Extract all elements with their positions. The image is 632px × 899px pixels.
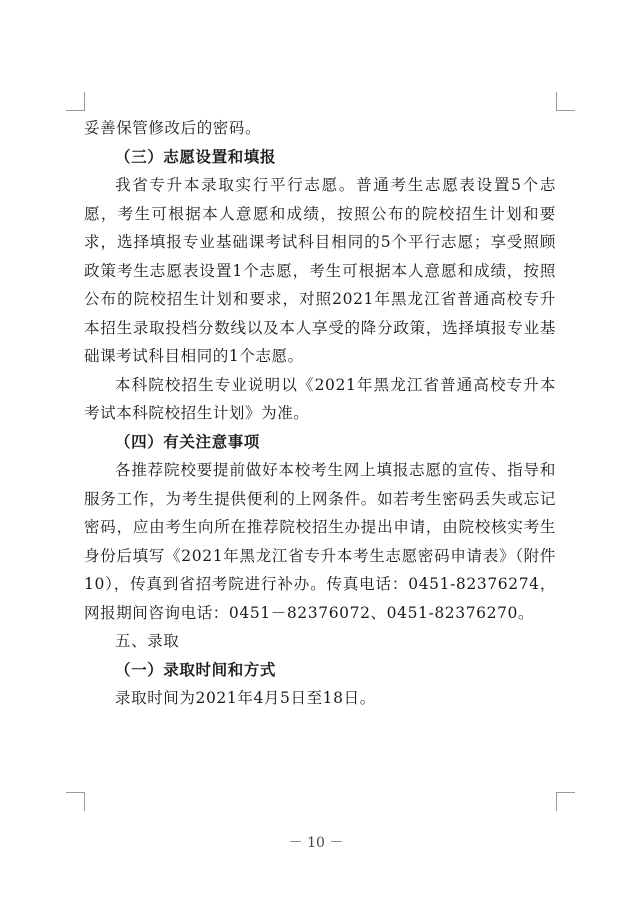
section-heading-3: （三）志愿设置和填报 (115, 146, 277, 166)
chapter-heading-admission: 五、录取 (115, 632, 180, 650)
paragraph-continuation: 妥善保管修改后的密码。 (84, 119, 262, 137)
section-heading-4: （四）有关注意事项 (115, 431, 260, 451)
crop-mark-bottom-right (556, 792, 575, 811)
page-number: － 10 － (288, 835, 344, 851)
paragraph-enrollment-plan: 本科院校招生专业说明以《2021年黑龙江省普通高校专升本考试本科院校招生计划》为准。 (84, 375, 556, 422)
body-text (84, 114, 556, 713)
section-heading-admission-time: （一）录取时间和方式 (115, 659, 277, 679)
paragraph-parallel-choices: 我省专升本录取实行平行志愿。普通考生志愿表设置5个志愿，考生可根据本人意愿和成绩，按照公布的院校招生计划和要求，选择填报专业基础课考试科目相同的5个平行志愿；享受照顾政策考生志愿表设置1个志愿，考生可根据本人意愿和成绩，按照公布的院校招生计划和要求，对照2021年黑龙江省普通高校专升本招生录取投档分数线以及本人享受的降分政策，选择填报专业基础课考试科目相同的1个志愿。 (84, 176, 556, 365)
paragraph-admission-time: 录取时间为2021年4月5日至18日。 (115, 689, 376, 707)
paragraph-notes: 各推荐院校要提前做好本校考生网上填报志愿的宣传、指导和服务工作，为考生提供便利的上网条件。如若考生密码丢失或忘记密码，应由考生向所在推荐院校招生办提出申请，由院校核实考生身份后填写《2021年黑龙江省专升本考生志愿密码申请表》（附件10），传真到省招考院进行补办。传真电话：0451-82376274，网报期间咨询电话：0451－82376072、0451-82376270。 (84, 461, 556, 622)
crop-mark-top-right (556, 92, 575, 111)
crop-mark-bottom-left (66, 792, 85, 811)
crop-mark-top-left (66, 92, 85, 111)
